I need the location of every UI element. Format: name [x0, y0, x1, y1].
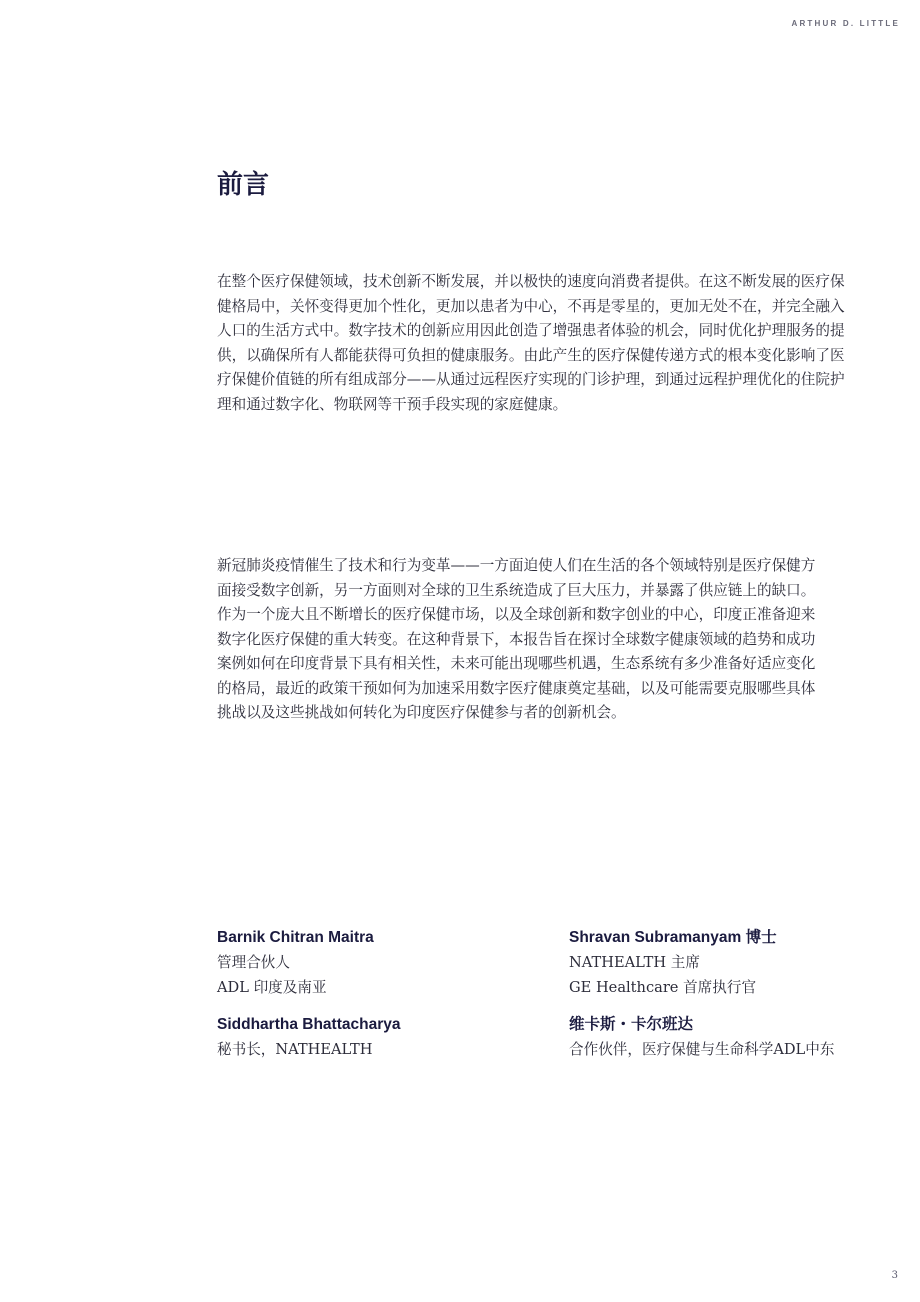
signatory-shravan-subramanyam [569, 926, 869, 1000]
signatory-role: NATHEALTH 主席 [569, 954, 700, 971]
signatory-organization: ADL 印度及南亚 [217, 979, 327, 996]
signatory-name: Siddhartha Bhattacharya [217, 1016, 401, 1033]
signatory-role: 合作伙伴，医疗保健与生命科学ADL中东 [569, 1041, 835, 1058]
page-title: 前言 [217, 170, 270, 200]
brand-logo-text: ARTHUR D. LITTLE [791, 19, 900, 28]
signatory-barnik-maitra [217, 926, 517, 1000]
signatory-siddhartha-bhattacharya [217, 1013, 517, 1062]
signatory-name: 维卡斯・卡尔班达 [569, 1016, 694, 1033]
page-number: 3 [891, 1270, 898, 1281]
signatory-role: 管理合伙人 [217, 954, 290, 971]
signatory-vikas-kalbanda [569, 1013, 859, 1062]
signatory-name: Shravan Subramanyam 博士 [569, 929, 777, 946]
foreword-paragraph-2: 新冠肺炎疫情催生了技术和行为变革——一方面迫使人们在生活的各个领域特别是医疗保健方面接受数字创新，另一方面则对全球的卫生系统造成了巨大压力，并暴露了供应链上的缺口。作为一个庞大且不断增长的医疗保健市场，以及全球创新和数字创业的中心，印度正准备迎来数字化医疗保健的重大转变。在这种背景下，本报告旨在探讨全球数字健康领域的趋势和成功案例如何在印度背景下具有相关性，未来可能出现哪些机遇，生态系统有多少准备好适应变化的格局，最近的政策干预如何为加速采用数字医疗健康奠定基础，以及可能需要克服哪些具体挑战以及这些挑战如何转化为印度医疗保健参与者的创新机会。 [217, 557, 816, 721]
signatory-role: 秘书长，NATHEALTH [217, 1041, 373, 1058]
signatory-organization: GE Healthcare 首席执行官 [569, 979, 757, 996]
foreword-paragraph-1: 在整个医疗保健领域，技术创新不断发展，并以极快的速度向消费者提供。在这不断发展的医疗保健格局中，关怀变得更加个性化，更加以患者为中心，不再是零星的，更加无处不在，并完全融入人口的生活方式中。数字技术的创新应用因此创造了增强患者体验的机会，同时优化护理服务的提供，以确保所有人都能获得可负担的健康服务。由此产生的医疗保健传递方式的根本变化影响了医疗保健价值链的所有组成部分——从通过远程医疗实现的门诊护理，到通过远程护理优化的住院护理和通过数字化、物联网等干预手段实现的家庭健康。 [217, 273, 845, 413]
signatory-name: Barnik Chitran Maitra [217, 929, 374, 946]
